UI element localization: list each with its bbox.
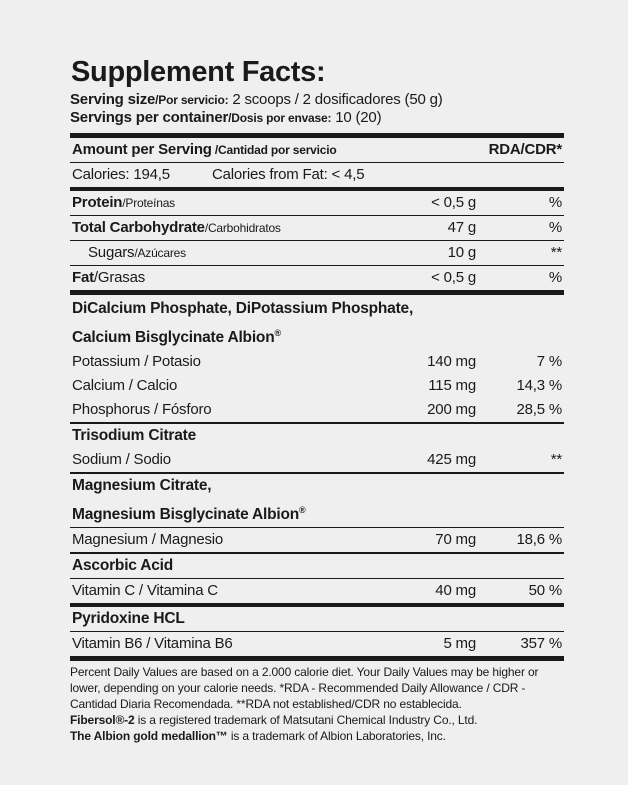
serving-size-label: Serving size — [70, 91, 156, 108]
calories-from-fat: Calories from Fat: < 4,5 — [212, 166, 365, 183]
nutrient-rda: 14,3 % — [516, 377, 562, 395]
macro-name-es: /Grasas — [93, 269, 146, 286]
nutrient-row — [70, 398, 564, 422]
nutrient-label: Potassium / Potasio — [72, 353, 201, 371]
serving-size-value: 2 scoops / 2 dosificadores (50 g) — [228, 91, 443, 108]
panel-title: Supplement Facts: — [71, 56, 326, 88]
nutrient-amount: 70 mg — [435, 531, 476, 549]
servings-per-container-line — [70, 109, 564, 127]
macro-name: Sugars — [88, 244, 135, 261]
serving-size-line — [70, 91, 564, 109]
serving-size-label-es: /Por servicio: — [155, 93, 229, 107]
section-title: Ascorbic Acid — [72, 557, 174, 575]
rda-header: RDA/CDR* — [488, 141, 562, 158]
macro-rda: % — [548, 194, 562, 211]
macro-name-es: /Azúcares — [134, 246, 186, 260]
ingredient-section — [70, 295, 564, 350]
macro-row-fat — [70, 266, 564, 290]
nutrient-rda: 7 % — [536, 353, 562, 371]
fibersol-trademark: Fibersol®-2 is a registered trademark of Matsutani Chemical Industry Co., Ltd. — [70, 713, 478, 728]
nutrient-row — [70, 528, 564, 552]
daily-values-footnote: Percent Daily Values are based on a 2.000 calorie diet. Your Daily Values may be higher or lower, depending on your calorie needs. *RDA - Recommended Daily Allowance / CDR - Cantidad Diaria Recomendada. **RDA not established/CDR no establecida. — [70, 665, 539, 712]
macro-name: Fat — [72, 269, 94, 286]
nutrient-label: Calcium / Calcio — [72, 377, 178, 395]
nutrient-amount: 140 mg — [427, 353, 476, 371]
macro-name-es: /Carbohidratos — [204, 221, 281, 235]
nutrient-rda: 18,6 % — [516, 531, 562, 549]
nutrient-rda: 28,5 % — [516, 401, 562, 419]
section-title: DiCalcium Phosphate, DiPotassium Phosphate, — [72, 300, 414, 317]
servings-per-container-value: 10 (20) — [331, 109, 382, 126]
macro-name: Protein — [72, 194, 123, 211]
nutrient-row — [70, 350, 564, 374]
macro-row-protein — [70, 191, 564, 215]
albion-trademark: The Albion gold medallion™ is a trademark of Albion Laboratories, Inc. — [70, 729, 446, 744]
nutrient-amount: 200 mg — [427, 401, 476, 419]
amount-per-serving-label-es: /Cantidad por servicio — [211, 143, 337, 157]
macro-row-sugars — [70, 241, 564, 265]
supplement-facts-panel — [70, 58, 564, 744]
nutrient-row — [70, 632, 564, 656]
servings-per-container-label: Servings per container — [70, 109, 229, 126]
nutrient-row — [70, 448, 564, 472]
macro-rda: % — [548, 269, 562, 286]
nutrient-rda: 50 % — [528, 582, 562, 600]
nutrient-row — [70, 579, 564, 603]
section-title-line2: Magnesium Bisglycinate Albion® — [72, 505, 306, 524]
amount-header-row — [70, 138, 564, 162]
calories-row — [70, 163, 564, 187]
section-title-line2: Calcium Bisglycinate Albion® — [72, 328, 281, 347]
macro-rda: ** — [550, 244, 562, 261]
amount-per-serving-label: Amount per Serving — [72, 141, 212, 158]
macro-name-es: /Proteínas — [122, 196, 175, 210]
nutrient-amount: 5 mg — [443, 635, 476, 653]
servings-per-container-label-es: /Dosis por envase: — [228, 111, 332, 125]
nutrient-row — [70, 374, 564, 398]
macro-amount: < 0,5 g — [431, 269, 476, 286]
nutrient-label: Phosphorus / Fósforo — [72, 401, 212, 419]
macro-amount: 47 g — [447, 219, 476, 236]
section-title: Trisodium Citrate — [72, 427, 197, 445]
nutrient-amount: 425 mg — [427, 451, 476, 469]
nutrient-label: Sodium / Sodio — [72, 451, 171, 469]
nutrient-label: Magnesium / Magnesio — [72, 531, 224, 549]
calories-label: Calories: 194,5 — [72, 166, 170, 183]
nutrient-rda: 357 % — [520, 635, 562, 653]
section-title: Pyridoxine HCL — [72, 610, 185, 628]
nutrient-amount: 115 mg — [428, 377, 476, 395]
macro-rda: % — [548, 219, 562, 236]
section-title: Magnesium Citrate, — [72, 477, 212, 495]
nutrient-amount: 40 mg — [435, 582, 476, 600]
nutrient-label: Vitamin B6 / Vitamina B6 — [72, 635, 233, 653]
thick-divider — [70, 656, 564, 661]
macro-row-carbohydrate — [70, 216, 564, 240]
nutrient-label: Vitamin C / Vitamina C — [72, 582, 218, 600]
nutrient-rda: ** — [550, 451, 562, 469]
macro-amount: 10 g — [447, 244, 476, 261]
macro-amount: < 0,5 g — [431, 194, 476, 211]
macro-name: Total Carbohydrate — [72, 219, 205, 236]
